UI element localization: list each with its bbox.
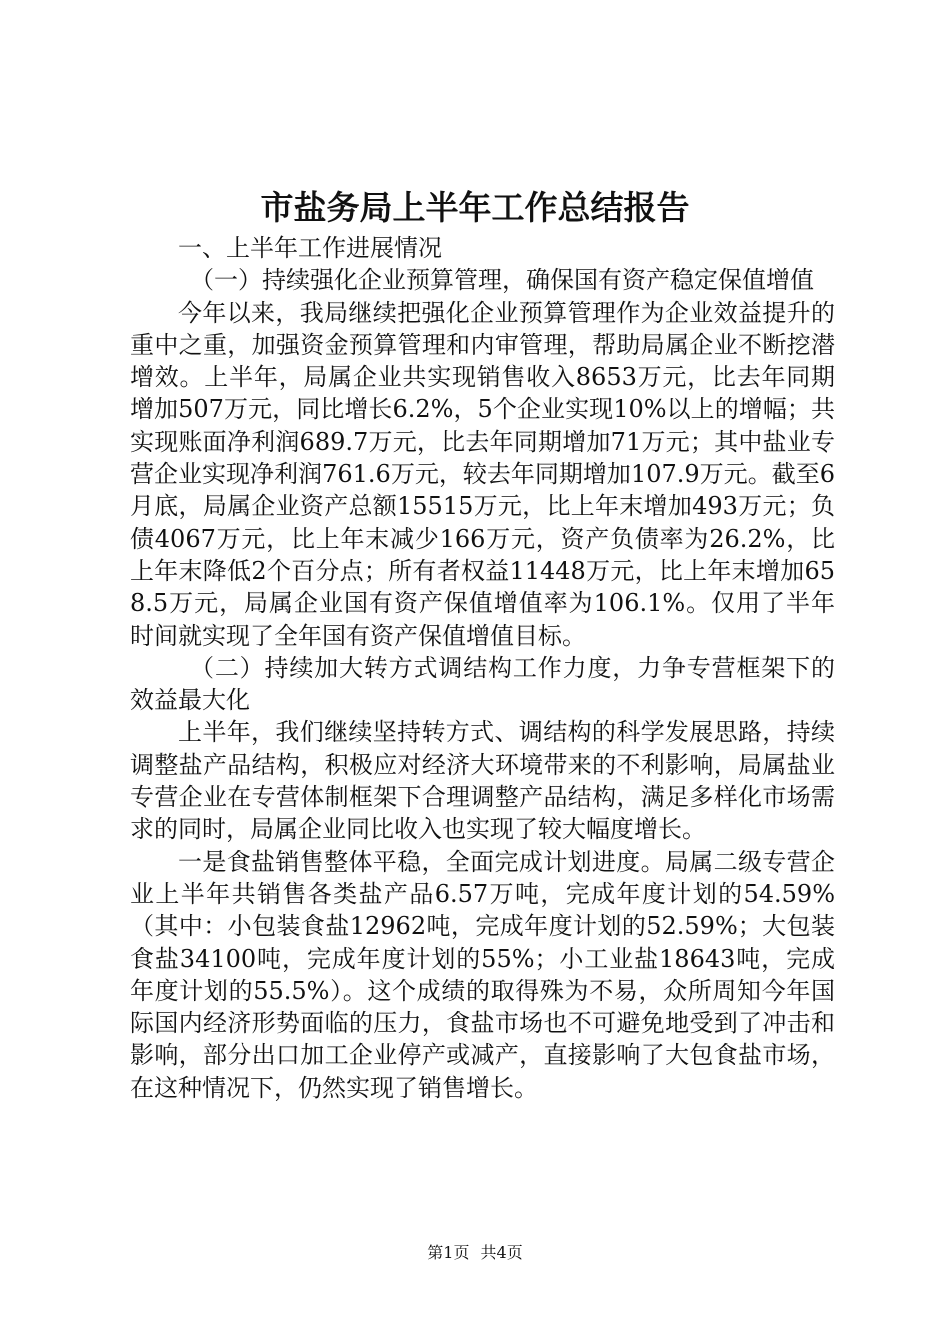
document-title: 市盐务局上半年工作总结报告	[260, 188, 690, 227]
document-body	[130, 232, 835, 1104]
page-total: 共4页	[480, 1243, 523, 1262]
page-footer	[0, 1243, 950, 1263]
body-paragraph-1: 今年以来，我局继续把强化企业预算管理作为企业效益提升的重中之重，加强资金预算管理和内审管理，帮助局属企业不断挖潜增效。上半年，局属企业共实现销售收入8653万元，比去年同期增加507万元，同比增长6.2%，5个企业实现10%以上的增幅；共实现账面净利润689.7万元，比去年同期增加71万元；其中盐业专营企业实现净利润761.6万元，较去年同期增加107.9万元。截至6月底，局属企业资产总额15515万元，比上年末增加493万元；负债4067万元，比上年末减少166万元，资产负债率为26.2%，比上年末降低2个百分点；所有者权益11448万元，比上年末增加658.5万元，局属企业国有资产保值增值率为106.1%。仅用了半年时间就实现了全年国有资产保值增值目标。	[130, 298, 835, 650]
body-paragraph-2: 上半年，我们继续坚持转方式、调结构的科学发展思路，持续调整盐产品结构，积极应对经济大环境带来的不利影响，局属盐业专营企业在专营体制框架下合理调整产品结构，满足多样化市场需求的同时，局属企业同比收入也实现了较大幅度增长。	[130, 718, 835, 844]
page-number: 第1页	[427, 1243, 470, 1262]
body-paragraph-3: 一是食盐销售整体平稳，全面完成计划进度。局属二级专营企业上半年共销售各类盐产品6.57万吨，完成年度计划的54.59%（其中：小包装食盐12962吨，完成年度计划的52.59%；大包装食盐34100吨，完成年度计划的55%；小工业盐18643吨，完成年度计划的55.5%）。这个成绩的取得殊为不易，众所周知今年国际国内经济形势面临的压力，食盐市场也不可避免地受到了冲击和影响，部分出口加工企业停产或减产，直接影响了大包食盐市场，在这种情况下，仍然实现了销售增长。	[130, 847, 835, 1102]
section-heading-1: 一、上半年工作进展情况	[178, 234, 442, 262]
subsection-heading-2: （二）持续加大转方式调结构工作力度，力争专营框架下的效益最大化	[130, 653, 835, 715]
subsection-heading-1: （一）持续强化企业预算管理，确保国有资产稳定保值增值	[190, 266, 814, 295]
